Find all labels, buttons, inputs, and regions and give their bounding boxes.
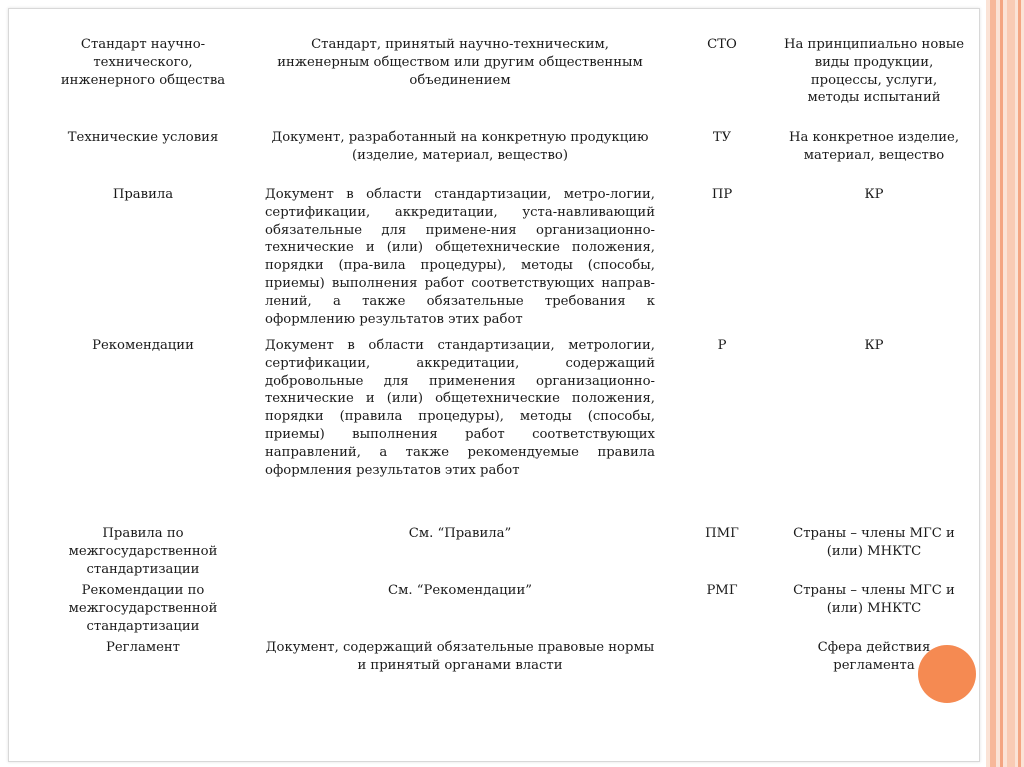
row-scope: КР (864, 338, 884, 353)
row-code: Р (717, 338, 727, 353)
row-code: РМГ (706, 583, 738, 598)
row-scope: Страны – члены МГС и (или) МНКТС (793, 583, 955, 616)
row-name: Правила (112, 187, 174, 202)
row-scope: Сфера действия регламента (817, 640, 931, 673)
row-code: ПР (711, 187, 733, 202)
row-scope: Страны – члены МГС и (или) МНКТС (793, 526, 955, 559)
row-definition: Документ в области стандартизации, метрологии, сертификации, аккредитации, содержащий добровольные для применения организационно-технические и (или) общетехнические положения, порядки (правила процедуры), методы (способы, приемы) выполнения работ соответствующих направлений, а также рекомендуемые правила оформления результатов этих работ (265, 338, 655, 478)
row-definition: Документ в области стандартизации, метро-логии, сертификации, аккредитации, уста-навливающий обязательные для примене-ния организационно-технические и (или) общетехнические положения, порядки (пра-вила процедуры), методы (способы, приемы) выполнения работ соответствующих направ-лений, а также обязательные требования к оформлению результатов этих работ (265, 187, 655, 327)
row-scope: На конкретное изделие, материал, вещество (788, 130, 960, 163)
row-definition: Документ, содержащий обязательные правовые нормы и принятый органами власти (265, 640, 655, 673)
row-code: ПМГ (705, 526, 739, 541)
row-name: Стандарт научно-технического, инженерного общества (60, 37, 226, 88)
stripe (990, 0, 996, 767)
row-definition: Стандарт, принятый научно-техническим, инженерным обществом или другим общественным объединением (277, 37, 643, 88)
row-name: Рекомендации (92, 338, 194, 353)
row-definition: См. “Правила” (408, 526, 512, 541)
row-name: Технические условия (67, 130, 219, 145)
stripe (1018, 0, 1021, 767)
stripe (1007, 0, 1015, 767)
row-name: Регламент (106, 640, 180, 655)
stripe (1000, 0, 1003, 767)
row-code: ТУ (712, 130, 732, 145)
row-name: Правила по межгосударственной стандартизации (68, 526, 218, 577)
row-definition: См. “Рекомендации” (388, 583, 532, 598)
row-name: Рекомендации по межгосударственной стандартизации (68, 583, 218, 634)
row-code: СТО (707, 37, 737, 52)
row-scope: КР (864, 187, 884, 202)
row-scope: На принципиально новые виды продукции, процессы, услуги, методы испытаний (784, 37, 965, 106)
decorative-stripes (986, 0, 1024, 767)
row-definition: Документ, разработанный на конкретную продукцию (изделие, материал, вещество) (271, 130, 649, 163)
